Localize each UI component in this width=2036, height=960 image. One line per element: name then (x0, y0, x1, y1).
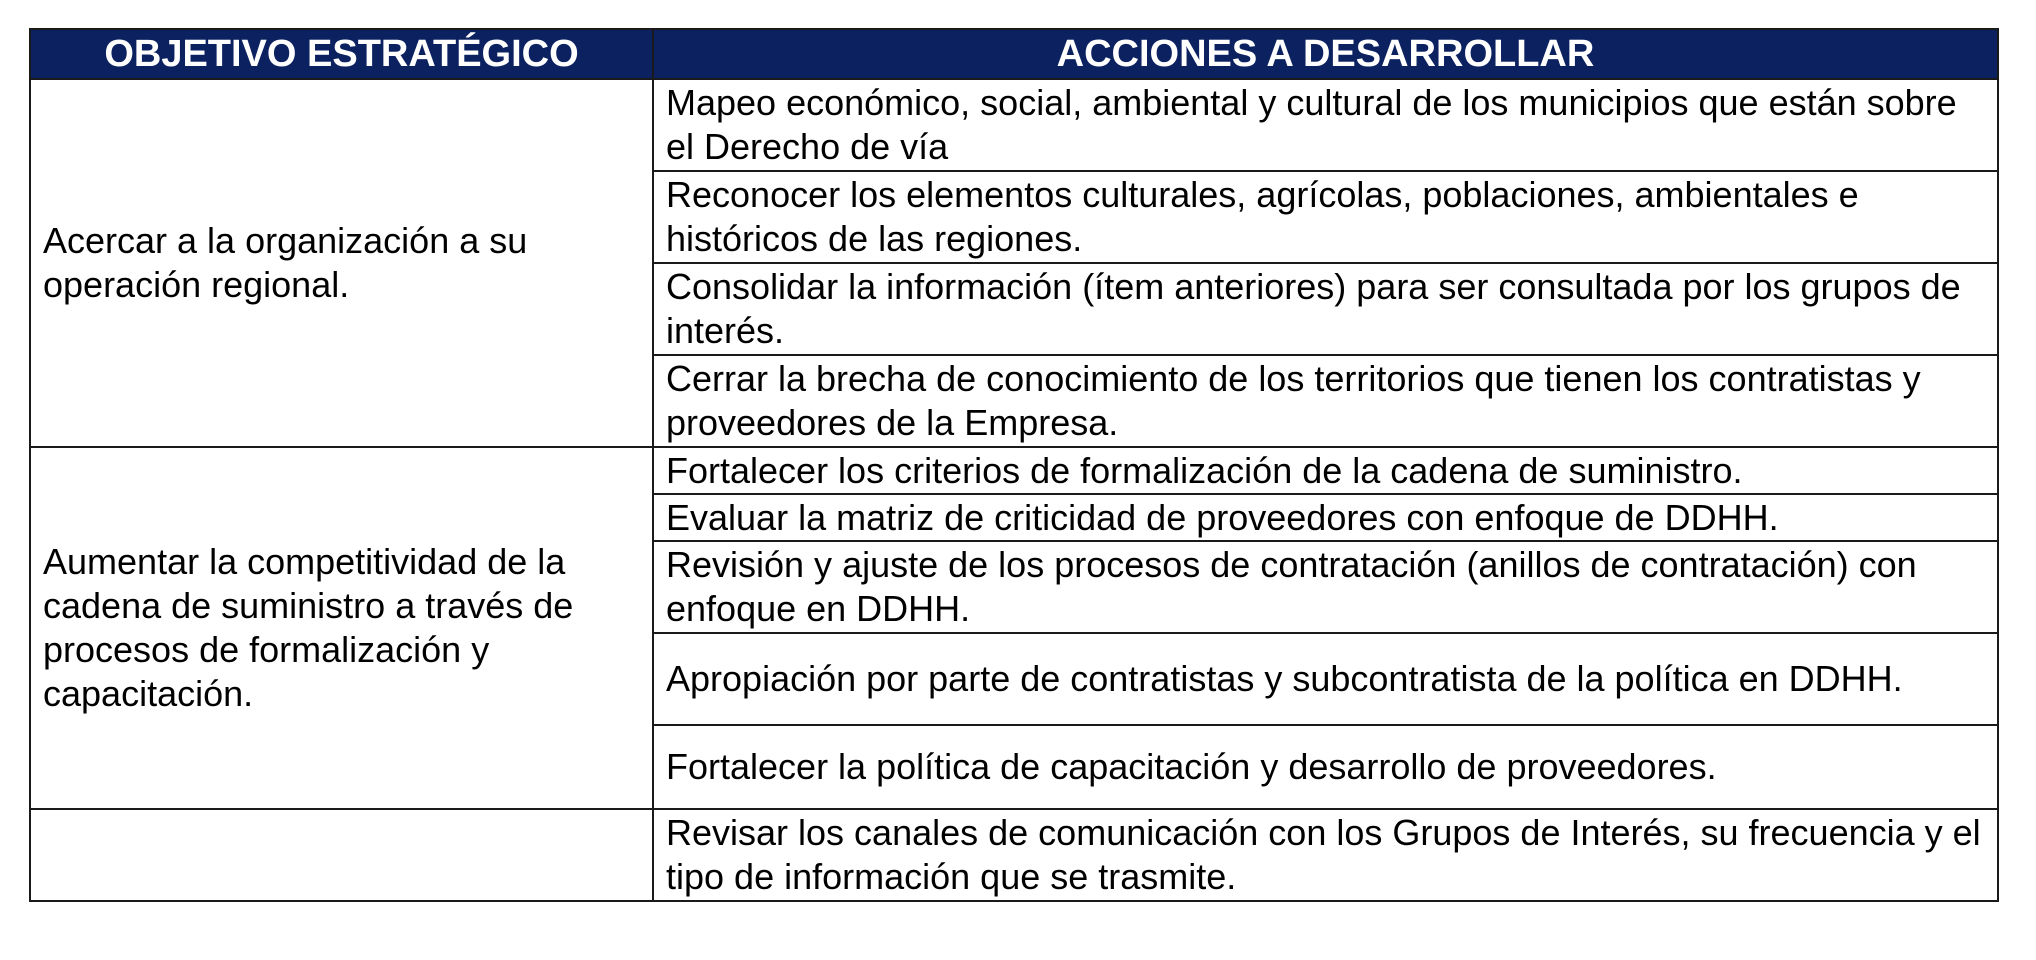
objective-cell: Aumentar la competitividad de la cadena de suministro a través de procesos de formalización y capacitación. (30, 447, 653, 809)
action-cell: Revisión y ajuste de los procesos de contratación (anillos de contratación) con enfoque en DDHH. (653, 541, 1998, 633)
objective-cell: Acercar a la organización a su operación regional. (30, 79, 653, 447)
action-cell: Consolidar la información (ítem anteriores) para ser consultada por los grupos de interés. (653, 263, 1998, 355)
table-header-row (30, 29, 1998, 79)
header-objective: OBJETIVO ESTRATÉGICO (30, 29, 653, 79)
table-row (30, 79, 1998, 171)
action-cell: Cerrar la brecha de conocimiento de los territorios que tienen los contratistas y proveedores de la Empresa. (653, 355, 1998, 447)
action-cell: Mapeo económico, social, ambiental y cultural de los municipios que están sobre el Derecho de vía (653, 79, 1998, 171)
table-row (30, 809, 1998, 901)
action-cell: Apropiación por parte de contratistas y subcontratista de la política en DDHH. (653, 633, 1998, 725)
action-cell: Revisar los canales de comunicación con los Grupos de Interés, su frecuencia y el tipo de información que se trasmite. (653, 809, 1998, 901)
action-cell: Fortalecer los criterios de formalización de la cadena de suministro. (653, 447, 1998, 494)
header-actions: ACCIONES A DESARROLLAR (653, 29, 1998, 79)
table-row (30, 447, 1998, 494)
action-cell: Fortalecer la política de capacitación y desarrollo de proveedores. (653, 725, 1998, 809)
action-cell: Reconocer los elementos culturales, agrícolas, poblaciones, ambientales e históricos de las regiones. (653, 171, 1998, 263)
action-cell: Evaluar la matriz de criticidad de proveedores con enfoque de DDHH. (653, 494, 1998, 541)
strategy-actions-table (29, 28, 1999, 902)
objective-cell (30, 809, 653, 901)
